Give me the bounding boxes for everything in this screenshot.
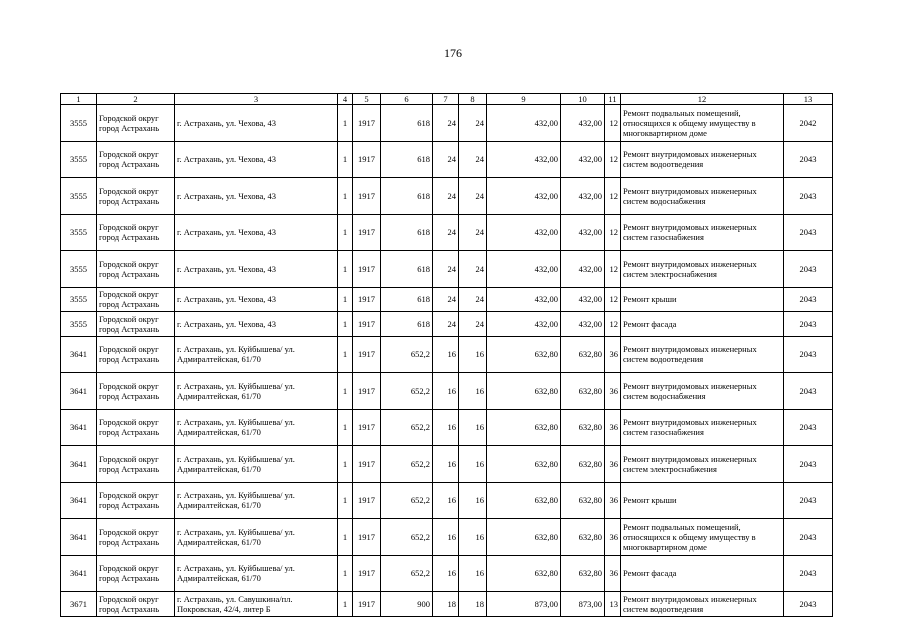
col-area-total: 618: [381, 287, 433, 312]
col-8: 16: [459, 555, 487, 592]
col-period: 2043: [784, 482, 833, 519]
col-work-type: Ремонт фасада: [621, 312, 784, 337]
col-residents: 36: [605, 555, 621, 592]
col-7: 18: [433, 592, 459, 617]
col-work-type: Ремонт подвальных помещений, относящихся к общему имуществу в многоквартирном доме: [621, 105, 784, 142]
col-4: 1: [338, 482, 353, 519]
col-area-living: 432,00: [487, 287, 561, 312]
col-7: 24: [433, 141, 459, 178]
col-index: 3671: [61, 592, 97, 617]
col-work-type: Ремонт внутридомовых инженерных систем водоотведения: [621, 592, 784, 617]
col-area-total: 652,2: [381, 555, 433, 592]
col-address: г. Астрахань, ул. Чехова, 43: [175, 214, 338, 251]
col-period: 2043: [784, 336, 833, 373]
col-residents: 12: [605, 312, 621, 337]
col-period: 2043: [784, 555, 833, 592]
col-area-residential: 632,80: [561, 555, 605, 592]
table-row: [61, 373, 833, 410]
col-area-residential: 432,00: [561, 178, 605, 215]
col-year: 1917: [353, 178, 381, 215]
col-area-living: 432,00: [487, 141, 561, 178]
col-4: 1: [338, 336, 353, 373]
col-index: 3555: [61, 251, 97, 288]
col-residents: 36: [605, 482, 621, 519]
col-4: 1: [338, 446, 353, 483]
col-work-type: Ремонт внутридомовых инженерных систем электроснабжения: [621, 446, 784, 483]
col-index: 3641: [61, 409, 97, 446]
col-year: 1917: [353, 312, 381, 337]
col-year: 1917: [353, 592, 381, 617]
col-area-total: 618: [381, 251, 433, 288]
col-index: 3641: [61, 446, 97, 483]
col-8: 16: [459, 373, 487, 410]
col-area-total: 618: [381, 178, 433, 215]
col-residents: 12: [605, 178, 621, 215]
col-period: 2043: [784, 446, 833, 483]
col-index: 3555: [61, 105, 97, 142]
col-year: 1917: [353, 214, 381, 251]
table-body: [61, 105, 833, 617]
col-work-type: Ремонт внутридомовых инженерных систем электроснабжения: [621, 251, 784, 288]
header-cell-12: 12: [621, 94, 784, 105]
col-7: 16: [433, 482, 459, 519]
col-address: г. Астрахань, ул. Куйбышева/ ул. Адмиралтейская, 61/70: [175, 482, 338, 519]
col-area-living: 432,00: [487, 105, 561, 142]
table-row: [61, 409, 833, 446]
col-index: 3641: [61, 519, 97, 556]
col-residents: 12: [605, 214, 621, 251]
col-work-type: Ремонт внутридомовых инженерных систем газоснабжения: [621, 214, 784, 251]
col-8: 16: [459, 336, 487, 373]
col-4: 1: [338, 373, 353, 410]
col-8: 24: [459, 178, 487, 215]
col-index: 3641: [61, 336, 97, 373]
col-address: г. Астрахань, ул. Куйбышева/ ул. Адмиралтейская, 61/70: [175, 336, 338, 373]
col-period: 2043: [784, 214, 833, 251]
col-area-residential: 632,80: [561, 482, 605, 519]
table-row: [61, 251, 833, 288]
header-cell-1: 1: [61, 94, 97, 105]
col-7: 16: [433, 446, 459, 483]
col-index: 3641: [61, 482, 97, 519]
header-cell-13: 13: [784, 94, 833, 105]
col-residents: 12: [605, 105, 621, 142]
col-address: г. Астрахань, ул. Куйбышева/ ул. Адмиралтейская, 61/70: [175, 373, 338, 410]
table-row: [61, 519, 833, 556]
header-cell-7: 7: [433, 94, 459, 105]
page-number: 176: [444, 46, 462, 60]
col-4: 1: [338, 287, 353, 312]
col-area-residential: 632,80: [561, 336, 605, 373]
col-area-total: 652,2: [381, 409, 433, 446]
header-cell-10: 10: [561, 94, 605, 105]
col-area-living: 873,00: [487, 592, 561, 617]
col-7: 24: [433, 287, 459, 312]
col-municipality: Городской округ город Астрахань: [97, 214, 175, 251]
col-8: 24: [459, 214, 487, 251]
col-area-living: 632,80: [487, 519, 561, 556]
col-municipality: Городской округ город Астрахань: [97, 519, 175, 556]
col-year: 1917: [353, 555, 381, 592]
col-8: 24: [459, 287, 487, 312]
col-period: 2043: [784, 373, 833, 410]
col-address: г. Астрахань, ул. Куйбышева/ ул. Адмиралтейская, 61/70: [175, 446, 338, 483]
col-area-total: 652,2: [381, 519, 433, 556]
col-area-living: 432,00: [487, 178, 561, 215]
col-period: 2043: [784, 519, 833, 556]
col-residents: 12: [605, 141, 621, 178]
table-row: [61, 141, 833, 178]
col-4: 1: [338, 409, 353, 446]
col-residents: 36: [605, 446, 621, 483]
col-8: 24: [459, 141, 487, 178]
col-8: 18: [459, 592, 487, 617]
col-area-total: 618: [381, 214, 433, 251]
col-residents: 13: [605, 592, 621, 617]
col-municipality: Городской округ город Астрахань: [97, 446, 175, 483]
col-residents: 12: [605, 251, 621, 288]
col-year: 1917: [353, 141, 381, 178]
col-7: 16: [433, 373, 459, 410]
col-8: 24: [459, 105, 487, 142]
col-index: 3641: [61, 373, 97, 410]
registry-table: [60, 93, 833, 617]
col-year: 1917: [353, 105, 381, 142]
col-area-living: 432,00: [487, 214, 561, 251]
col-work-type: Ремонт крыши: [621, 482, 784, 519]
header-cell-5: 5: [353, 94, 381, 105]
col-residents: 36: [605, 373, 621, 410]
col-work-type: Ремонт внутридомовых инженерных систем водоснабжения: [621, 178, 784, 215]
col-area-residential: 432,00: [561, 105, 605, 142]
col-year: 1917: [353, 409, 381, 446]
col-area-living: 632,80: [487, 336, 561, 373]
col-index: 3555: [61, 214, 97, 251]
col-year: 1917: [353, 482, 381, 519]
col-area-residential: 432,00: [561, 141, 605, 178]
col-area-residential: 432,00: [561, 214, 605, 251]
col-8: 16: [459, 446, 487, 483]
col-period: 2043: [784, 287, 833, 312]
col-area-living: 632,80: [487, 409, 561, 446]
col-area-residential: 632,80: [561, 373, 605, 410]
col-municipality: Городской округ город Астрахань: [97, 555, 175, 592]
col-residents: 12: [605, 287, 621, 312]
col-residents: 36: [605, 519, 621, 556]
col-area-total: 618: [381, 141, 433, 178]
table-row: [61, 482, 833, 519]
col-address: г. Астрахань, ул. Чехова, 43: [175, 287, 338, 312]
col-address: г. Астрахань, ул. Куйбышева/ ул. Адмиралтейская, 61/70: [175, 519, 338, 556]
header-cell-6: 6: [381, 94, 433, 105]
col-year: 1917: [353, 446, 381, 483]
col-area-residential: 873,00: [561, 592, 605, 617]
col-index: 3555: [61, 141, 97, 178]
col-work-type: Ремонт фасада: [621, 555, 784, 592]
col-area-total: 618: [381, 105, 433, 142]
col-residents: 36: [605, 336, 621, 373]
col-municipality: Городской округ город Астрахань: [97, 482, 175, 519]
col-municipality: Городской округ город Астрахань: [97, 336, 175, 373]
header-cell-4: 4: [338, 94, 353, 105]
col-period: 2043: [784, 409, 833, 446]
col-area-living: 632,80: [487, 482, 561, 519]
col-area-living: 632,80: [487, 446, 561, 483]
col-4: 1: [338, 214, 353, 251]
col-8: 24: [459, 312, 487, 337]
col-period: 2043: [784, 592, 833, 617]
table-row: [61, 178, 833, 215]
col-address: г. Астрахань, ул. Чехова, 43: [175, 251, 338, 288]
col-4: 1: [338, 519, 353, 556]
col-period: 2043: [784, 178, 833, 215]
col-4: 1: [338, 592, 353, 617]
col-work-type: Ремонт крыши: [621, 287, 784, 312]
table-row: [61, 555, 833, 592]
col-work-type: Ремонт внутридомовых инженерных систем водоотведения: [621, 336, 784, 373]
table-row: [61, 105, 833, 142]
col-year: 1917: [353, 336, 381, 373]
col-period: 2043: [784, 251, 833, 288]
table-row: [61, 446, 833, 483]
table-row: [61, 312, 833, 337]
col-period: 2043: [784, 312, 833, 337]
col-8: 24: [459, 251, 487, 288]
header-cell-2: 2: [97, 94, 175, 105]
col-year: 1917: [353, 287, 381, 312]
col-area-residential: 432,00: [561, 312, 605, 337]
col-area-total: 652,2: [381, 373, 433, 410]
col-7: 16: [433, 336, 459, 373]
col-index: 3555: [61, 312, 97, 337]
col-area-residential: 432,00: [561, 287, 605, 312]
col-municipality: Городской округ город Астрахань: [97, 178, 175, 215]
col-address: г. Астрахань, ул. Савушкина/пл. Покровская, 42/4, литер Б: [175, 592, 338, 617]
col-7: 24: [433, 178, 459, 215]
col-area-residential: 432,00: [561, 251, 605, 288]
col-area-residential: 632,80: [561, 409, 605, 446]
table-row: [61, 336, 833, 373]
col-7: 24: [433, 312, 459, 337]
col-4: 1: [338, 555, 353, 592]
col-7: 24: [433, 251, 459, 288]
col-address: г. Астрахань, ул. Чехова, 43: [175, 178, 338, 215]
col-year: 1917: [353, 519, 381, 556]
table-row: [61, 592, 833, 617]
col-area-residential: 632,80: [561, 446, 605, 483]
col-municipality: Городской округ город Астрахань: [97, 141, 175, 178]
col-area-living: 432,00: [487, 251, 561, 288]
header-cell-8: 8: [459, 94, 487, 105]
col-municipality: Городской округ город Астрахань: [97, 592, 175, 617]
col-address: г. Астрахань, ул. Чехова, 43: [175, 141, 338, 178]
col-municipality: Городской округ город Астрахань: [97, 287, 175, 312]
col-8: 16: [459, 409, 487, 446]
col-area-living: 632,80: [487, 373, 561, 410]
col-address: г. Астрахань, ул. Куйбышева/ ул. Адмиралтейская, 61/70: [175, 409, 338, 446]
table-row: [61, 287, 833, 312]
col-work-type: Ремонт внутридомовых инженерных систем водоотведения: [621, 141, 784, 178]
col-7: 16: [433, 555, 459, 592]
col-7: 24: [433, 105, 459, 142]
col-address: г. Астрахань, ул. Чехова, 43: [175, 105, 338, 142]
col-municipality: Городской округ город Астрахань: [97, 105, 175, 142]
col-municipality: Городской округ город Астрахань: [97, 312, 175, 337]
col-area-residential: 632,80: [561, 519, 605, 556]
col-municipality: Городской округ город Астрахань: [97, 373, 175, 410]
col-7: 24: [433, 214, 459, 251]
table-row: [61, 214, 833, 251]
col-4: 1: [338, 312, 353, 337]
col-4: 1: [338, 141, 353, 178]
col-address: г. Астрахань, ул. Куйбышева/ ул. Адмиралтейская, 61/70: [175, 555, 338, 592]
col-year: 1917: [353, 251, 381, 288]
col-4: 1: [338, 251, 353, 288]
col-8: 16: [459, 482, 487, 519]
col-period: 2043: [784, 141, 833, 178]
col-area-total: 900: [381, 592, 433, 617]
col-8: 16: [459, 519, 487, 556]
col-work-type: Ремонт внутридомовых инженерных систем газоснабжения: [621, 409, 784, 446]
col-7: 16: [433, 519, 459, 556]
col-area-living: 632,80: [487, 555, 561, 592]
col-municipality: Городской округ город Астрахань: [97, 409, 175, 446]
col-area-total: 618: [381, 312, 433, 337]
col-work-type: Ремонт внутридомовых инженерных систем водоснабжения: [621, 373, 784, 410]
col-work-type: Ремонт подвальных помещений, относящихся к общему имуществу в многоквартирном доме: [621, 519, 784, 556]
header-cell-3: 3: [175, 94, 338, 105]
col-area-total: 652,2: [381, 446, 433, 483]
col-area-living: 432,00: [487, 312, 561, 337]
col-4: 1: [338, 178, 353, 215]
col-area-total: 652,2: [381, 482, 433, 519]
header-row: [61, 94, 833, 105]
col-index: 3555: [61, 287, 97, 312]
col-period: 2042: [784, 105, 833, 142]
col-area-total: 652,2: [381, 336, 433, 373]
col-4: 1: [338, 105, 353, 142]
col-residents: 36: [605, 409, 621, 446]
col-address: г. Астрахань, ул. Чехова, 43: [175, 312, 338, 337]
header-cell-9: 9: [487, 94, 561, 105]
col-index: 3641: [61, 555, 97, 592]
header-cell-11: 11: [605, 94, 621, 105]
col-municipality: Городской округ город Астрахань: [97, 251, 175, 288]
col-7: 16: [433, 409, 459, 446]
col-index: 3555: [61, 178, 97, 215]
col-year: 1917: [353, 373, 381, 410]
